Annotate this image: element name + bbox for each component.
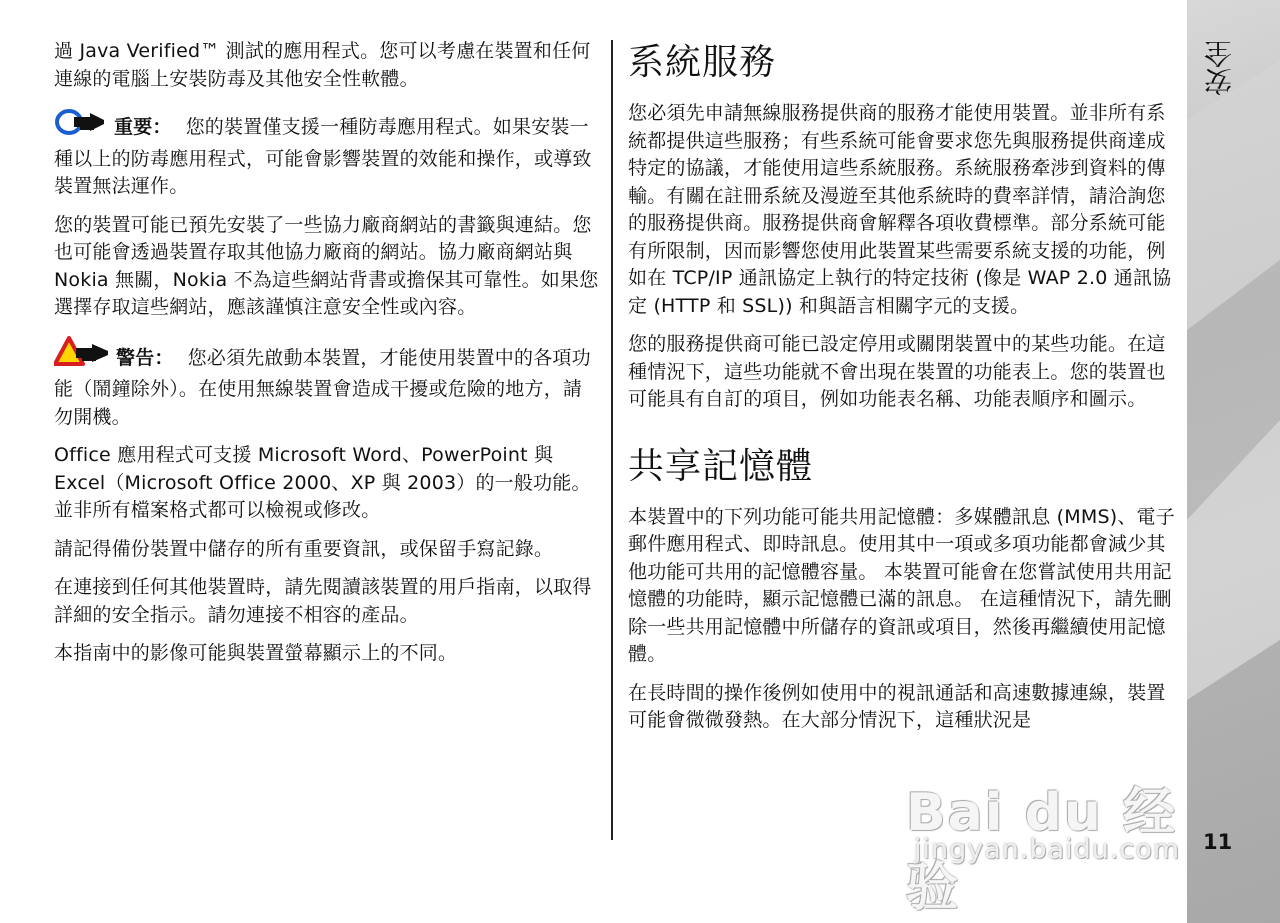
warning-text: 您必須先啟動本裝置，才能使用裝置中的各項功能（鬧鐘除外）。在使用無線裝置會造成干擾或危險的地方，請勿開機。	[54, 346, 591, 428]
backup-paragraph: 請記得備份裝置中儲存的所有重要資訊，或保留手寫記錄。	[54, 537, 554, 560]
column-divider	[611, 40, 613, 840]
connect-paragraph: 在連接到任何其他裝置時，請先閱讀該裝置的用戶指南，以取得詳細的安全指示。請勿連接不相容的產品。	[54, 576, 592, 626]
network-paragraph-1: 您必須先申請無線服務提供商的服務才能使用裝置。並非所有系統都提供這些服務；有些系統可能會要求您先與服務提供商達成特定的協議，才能使用這些系統服務。系統服務牽涉到資料的傳輸。有關在註冊系統及漫遊至其他系統時的費率詳情，請洽詢您的服務提供商。服務提供商會解釋各項收費標準。部分系統可能有所限制，因而影響您使用此裝置某些需要系統支援的功能，例如在 TCP/IP 通訊協定上執行的特定技術 (像是 WAP 2.0 通訊協定 (HTTP 和 SSL)) 和與語言相關字元的支援。	[628, 102, 1172, 317]
office-paragraph: Office 應用程式可支援 Microsoft Word、PowerPoint 與 Excel（Microsoft Office 2000、XP 與 2003）的一般功能。並非所有檔案格式都可以檢視或修改。	[54, 444, 591, 521]
images-paragraph: 本指南中的影像可能與裝置螢幕顯示上的不同。	[54, 642, 458, 664]
warning-hand-icon	[54, 336, 112, 377]
page-number: 11	[1203, 830, 1233, 854]
warning-label: 警告：	[116, 346, 174, 369]
baidu-watermark	[906, 770, 1206, 918]
partner-sites-paragraph: 您的裝置可能已預先安裝了一些協力廠商網站的書籤與連結。您也可能會透過裝置存取其他協力廠商的網站。協力廠商網站與 Nokia 無關，Nokia 不為這些網站背書或擔保其可靠性。如果您選擇存取這些網站，應該謹慎注意安全性或內容。	[54, 213, 599, 318]
watermark-logo-text: Bai du 经验	[906, 783, 1177, 918]
important-text: 您的裝置僅支援一種防毒應用程式。如果安裝一種以上的防毒應用程式，可能會影響裝置的效能和操作，或導致裝置無法運作。	[54, 116, 592, 197]
warning-note	[54, 336, 599, 432]
section-tab-label: 安全	[1203, 40, 1236, 96]
important-note	[54, 107, 599, 201]
info-hand-icon	[54, 107, 110, 146]
right-column	[628, 38, 1176, 746]
left-column	[54, 38, 599, 679]
network-services-heading: 系統服務	[628, 42, 777, 83]
intro-paragraph: 過 Java Verified™ 測試的應用程式。您可以考慮在裝置和任何連線的電腦上安裝防毒及其他安全性軟體。	[54, 40, 591, 90]
network-paragraph-2: 您的服務提供商可能已設定停用或關閉裝置中的某些功能。在這種情況下，這些功能就不會出現在裝置的功能表上。您的裝置也可能具有自訂的項目，例如功能表名稱、功能表順序和圖示。	[628, 333, 1166, 410]
memory-paragraph-1: 本裝置中的下列功能可能共用記憶體：多媒體訊息 (MMS)、電子郵件應用程式、即時訊息。使用其中一項或多項功能都會減少其他功能可共用的記憶體容量。 本裝置可能會在您嘗試使用共用記憶體的功能時，顯示記憶體已滿的訊息。 在這種情況下，請先刪除一些共用記憶體中所儲存的資訊或項目，然後再繼續使用記憶體。	[628, 505, 1175, 665]
memory-paragraph-2: 在長時間的操作後例如使用中的視訊通話和高速數據連線，裝置可能會微微發熱。在大部分情況下，這種狀況是	[628, 681, 1166, 731]
watermark-url: jingyan.baidu.com	[914, 834, 1181, 865]
important-label: 重要：	[114, 116, 172, 138]
shared-memory-heading: 共享記憶體	[628, 445, 814, 487]
